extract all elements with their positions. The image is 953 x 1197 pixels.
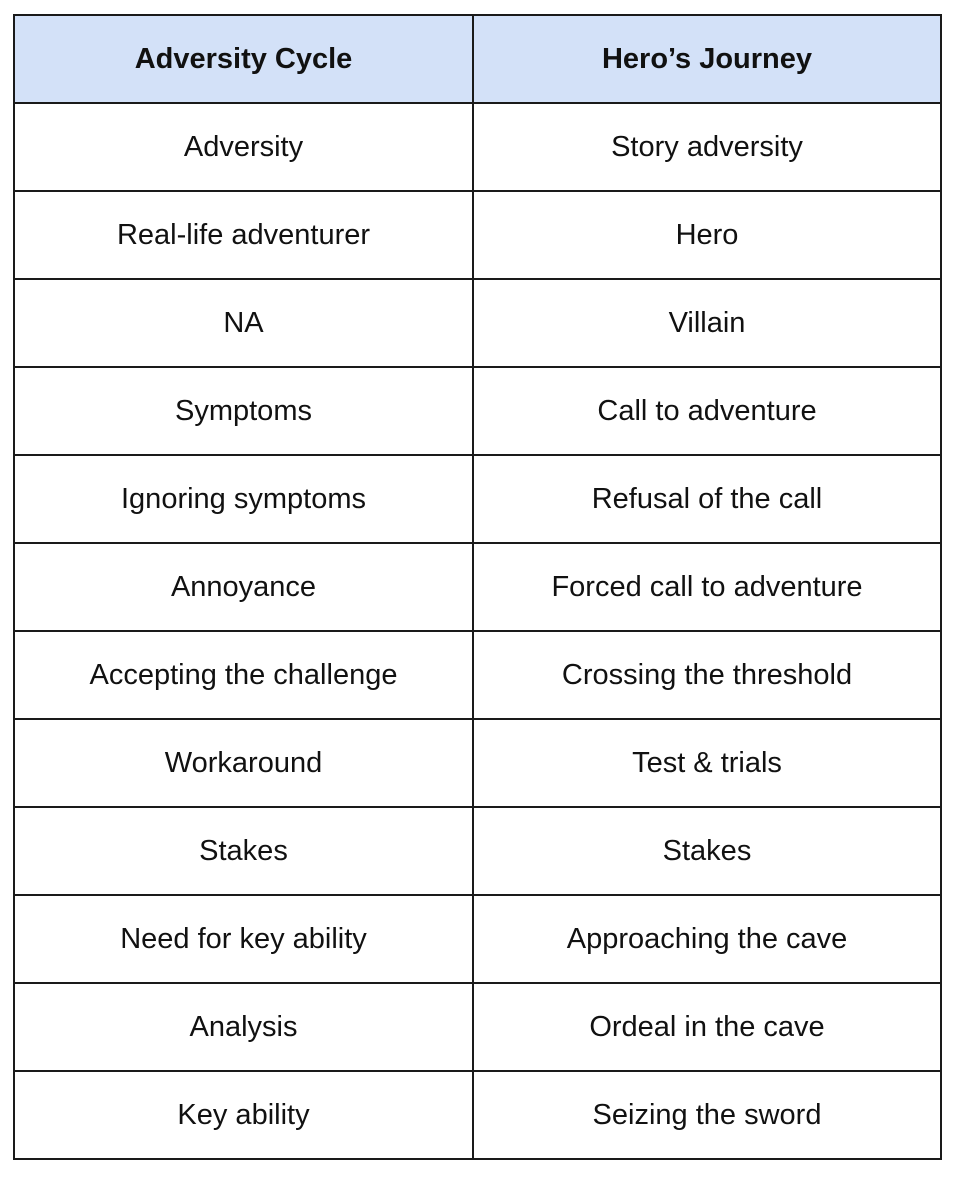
header-row [14, 15, 941, 103]
heros-journey-cell: Forced call to adventure [473, 543, 941, 631]
heros-journey-cell: Story adversity [473, 103, 941, 191]
adversity-cycle-cell: Accepting the challenge [14, 631, 473, 719]
table-row [14, 279, 941, 367]
table-row [14, 895, 941, 983]
adversity-cycle-cell: Real-life adventurer [14, 191, 473, 279]
table-row [14, 1071, 941, 1159]
heros-journey-cell: Villain [473, 279, 941, 367]
heros-journey-cell: Stakes [473, 807, 941, 895]
adversity-cycle-cell: Annoyance [14, 543, 473, 631]
adversity-cycle-cell: Stakes [14, 807, 473, 895]
heros-journey-cell: Crossing the threshold [473, 631, 941, 719]
adversity-cycle-cell: Analysis [14, 983, 473, 1071]
adversity-cycle-cell: Ignoring symptoms [14, 455, 473, 543]
table-body [14, 103, 941, 1159]
table-header [14, 15, 941, 103]
table-row [14, 807, 941, 895]
adversity-cycle-cell: Key ability [14, 1071, 473, 1159]
heros-journey-cell: Seizing the sword [473, 1071, 941, 1159]
table-row [14, 543, 941, 631]
table-row [14, 719, 941, 807]
adversity-cycle-cell: NA [14, 279, 473, 367]
table-row [14, 191, 941, 279]
heros-journey-cell: Ordeal in the cave [473, 983, 941, 1071]
comparison-table [13, 14, 942, 1160]
table-row [14, 631, 941, 719]
table-row [14, 455, 941, 543]
table-row [14, 983, 941, 1071]
heros-journey-cell: Hero [473, 191, 941, 279]
heros-journey-cell: Call to adventure [473, 367, 941, 455]
heros-journey-cell: Test & trials [473, 719, 941, 807]
header-heros-journey: Hero’s Journey [473, 15, 941, 103]
adversity-cycle-cell: Workaround [14, 719, 473, 807]
adversity-cycle-cell: Adversity [14, 103, 473, 191]
heros-journey-cell: Approaching the cave [473, 895, 941, 983]
table-row [14, 103, 941, 191]
adversity-cycle-cell: Symptoms [14, 367, 473, 455]
table-row [14, 367, 941, 455]
header-adversity-cycle: Adversity Cycle [14, 15, 473, 103]
heros-journey-cell: Refusal of the call [473, 455, 941, 543]
adversity-cycle-cell: Need for key ability [14, 895, 473, 983]
